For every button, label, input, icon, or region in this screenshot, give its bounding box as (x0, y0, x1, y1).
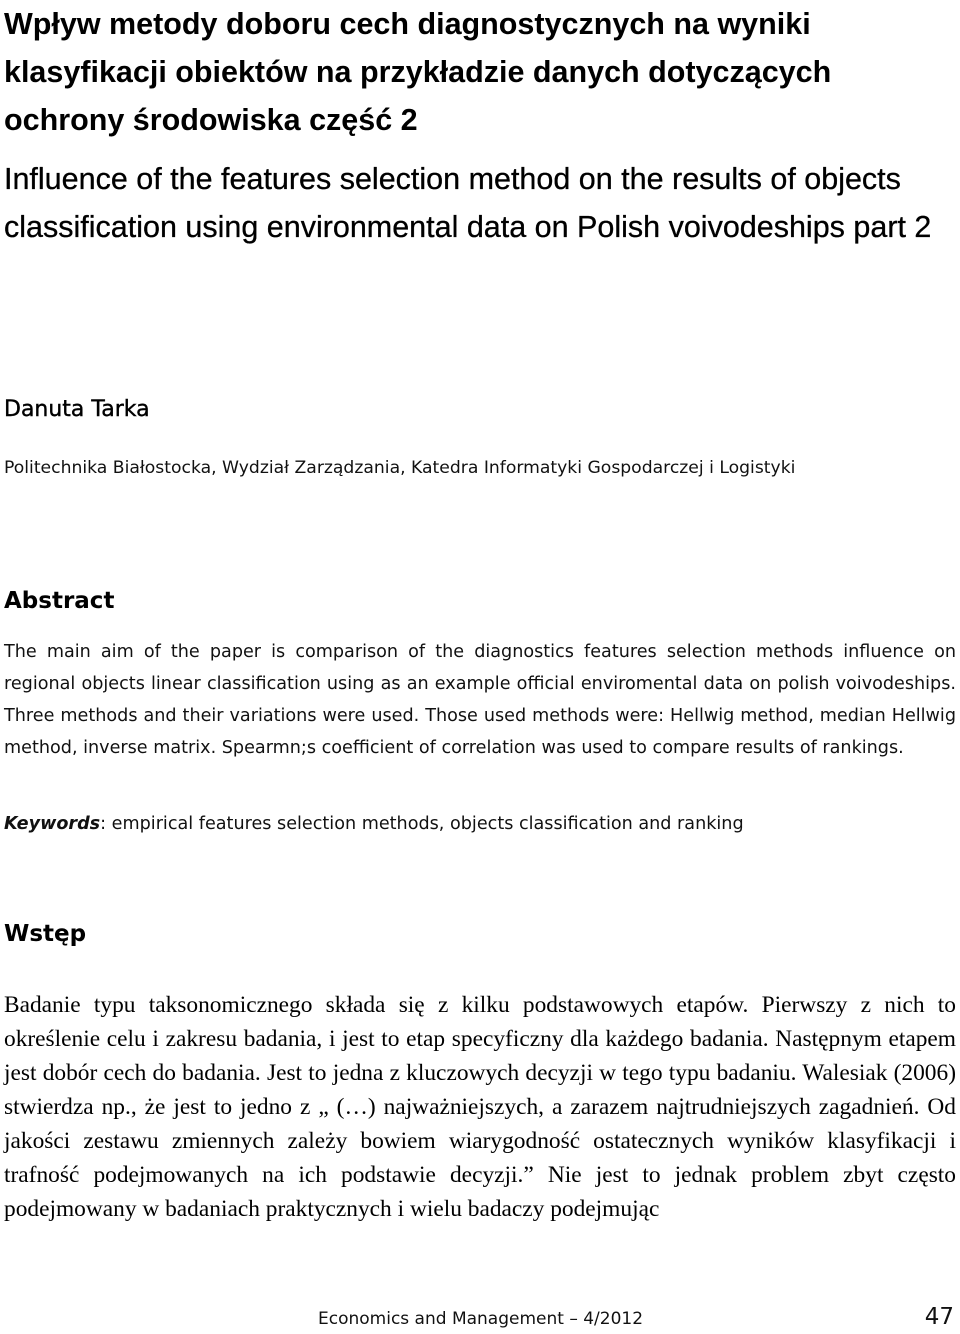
page-number: 47 (924, 1304, 954, 1330)
abstract-heading: Abstract (4, 588, 115, 614)
keywords-text: : empirical features selection methods, objects classification and ranking (100, 814, 744, 834)
author-affiliation: Politechnika Białostocka, Wydział Zarządzania, Katedra Informatyki Gospodarczej i Logistyki (4, 458, 796, 478)
abstract-text: The main aim of the paper is comparison of the diagnostics features selection methods influence on regional objects linear classification using as an example official enviromental data on polish voivodeships. Three methods and their variations were used. Those used methods were: Hellwig method, median Hellwig method, inverse matrix. Spearmn;s coefficient of correlation was used to compare results of rankings. (4, 642, 956, 758)
keywords-line (4, 808, 956, 840)
section-heading: Wstęp (4, 921, 87, 947)
section-body-text: Badanie typu taksonomicznego składa się z kilku podstawowych etapów. Pierwszy z nich to określenie celu i zakresu badania, i jest to etap specyficzny dla każdego badania. Następnym etapem jest dobór cech do badania. Jest to jedna z kluczowych decyzji w tego typu badaniu. Walesiak (2006) stwierdza np., że jest to jedno z „ (…) najważniejszych, a zarazem najtrudniejszych zagadnień. Od jakości zestawu zmiennych zależy bowiem wiarygodność ostatecznych wyników klasyfikacji i trafność podejmowanych na ich podstawie decyzji.” Nie jest to jednak problem zbyt często podejmowany w badaniach praktycznych i wielu badaczy podejmując (4, 992, 956, 1222)
footer-journal: Economics and Management – 4/2012 (318, 1309, 644, 1329)
title-english: Influence of the features selection method on the results of objects classification using environmental data on Polish voivodeships part 2 (4, 162, 932, 244)
title-polish: Wpływ metody doboru cech diagnostycznych na wyniki klasyfikacji obiektów na przykładzie danych dotyczących ochrony środowiska część 2 (4, 7, 832, 137)
author-name: Danuta Tarka (4, 397, 150, 422)
keywords-label: Keywords (4, 814, 101, 834)
